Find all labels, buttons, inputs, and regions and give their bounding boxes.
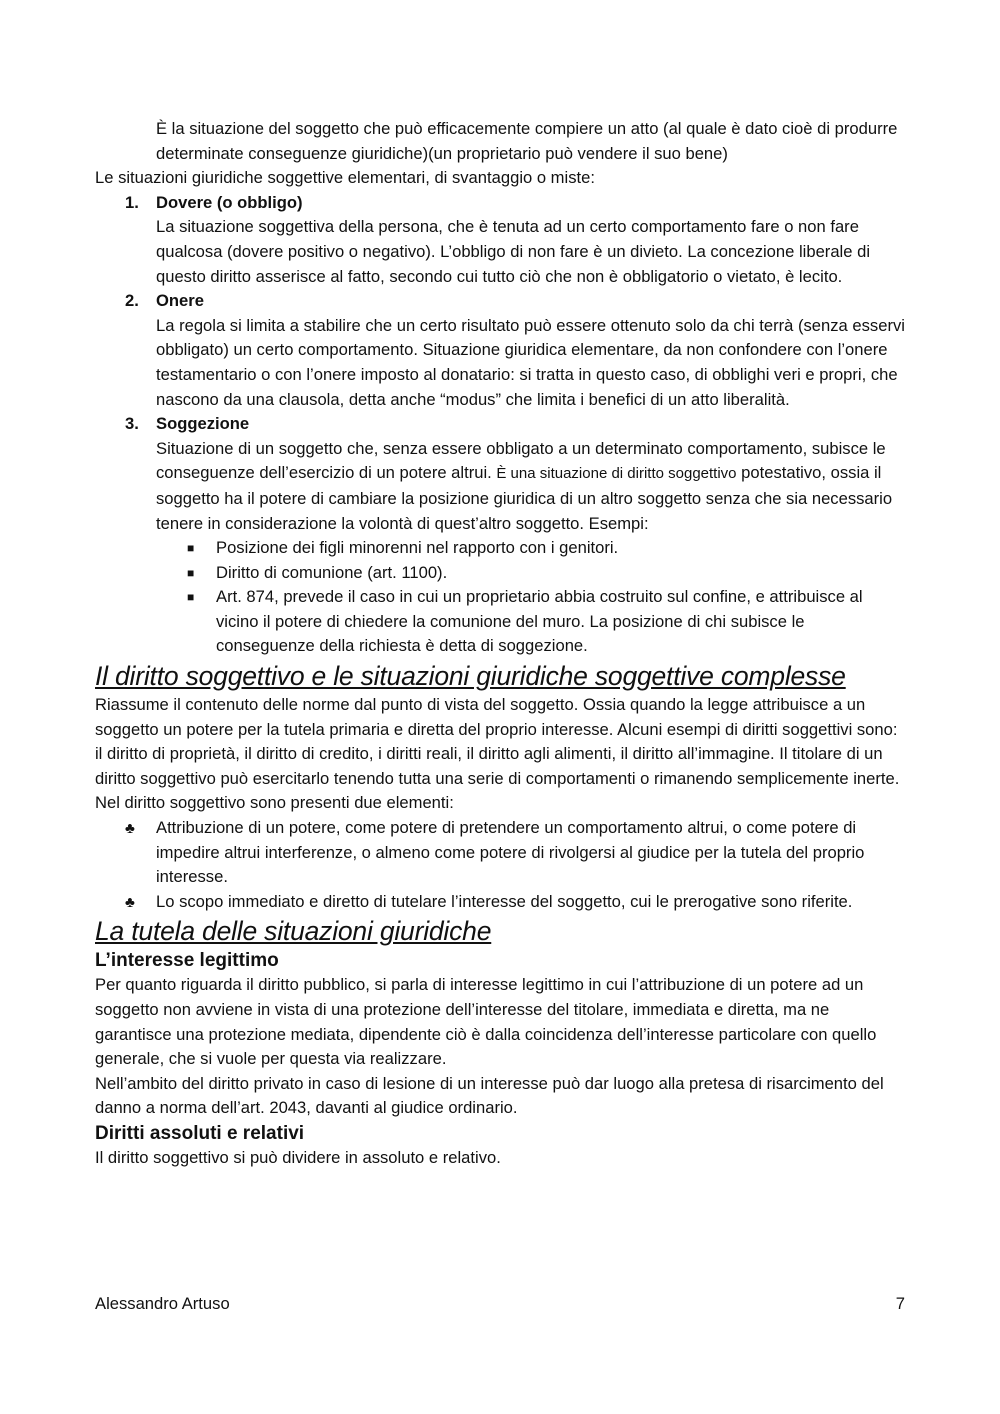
- page-footer: [95, 1292, 905, 1317]
- list-item-title: Onere: [156, 291, 204, 311]
- list-item-text-small: È una situazione di diritto soggettivo: [496, 465, 737, 483]
- list-item-onere: [95, 289, 905, 412]
- elements-list: [95, 816, 905, 914]
- example-item: [187, 536, 905, 561]
- paragraph: Nell’ambito del diritto privato in caso di lesione di un interesse può dar luogo alla pretesa di risarcimento del danno a norma dell’art. 2043, davanti al giudice ordinario.: [95, 1073, 884, 1118]
- club-bullet-icon: ♣: [125, 820, 135, 838]
- list-item-text: [156, 437, 905, 536]
- element-item: [125, 816, 905, 890]
- list-item-text-part: Situazione di un soggetto che, senza essere obbligato a un determinato comportamento, subisce le conseguenze dell’esercizio di un potere altrui.: [156, 438, 886, 483]
- numbered-list: [95, 191, 905, 536]
- square-bullet-icon: ■: [187, 590, 195, 605]
- list-item-soggezione: [95, 412, 905, 536]
- section-heading-tutela: La tutela delle situazioni giuridiche: [95, 916, 492, 947]
- section-body: Riassume il contenuto delle norme dal punto di vista del soggetto. Ossia quando la legge attribuisce a un soggetto un potere per la tutela primaria e diretta del proprio interesse. Alcuni esempi di diritti soggettivi sono: il diritto di proprietà, il diritto di credito, i diritti reali, il diritto agli alimenti, il diritto all’immagine. Il titolare di un diritto soggettivo può esercitarlo tenendo tutta una serie di comportamenti o rimanendo semplicemente inerte. Nel diritto soggettivo sono presenti due elementi:: [95, 695, 900, 813]
- list-item-text: La situazione soggettiva della persona, che è tenuta ad un certo comportamento fare o non fare qualcosa (dovere positivo o negativo). L’obbligo di non fare è un divieto. La concezione liberale di questo diritto asserisce al fatto, secondo cui tutto ciò che non è obbligatorio o vietato, è lecito.: [156, 217, 871, 286]
- subheading-diritti-assoluti: Diritti assoluti e relativi: [95, 1122, 305, 1144]
- list-item-title: Dovere (o obbligo): [156, 192, 303, 212]
- element-text: Lo scopo immediato e diretto di tutelare l’interesse del soggetto, cui le prerogative sono riferite.: [156, 891, 853, 911]
- paragraph: Per quanto riguarda il diritto pubblico, si parla di interesse legittimo in cui l’attribuzione di un potere ad un soggetto non avviene in vista di una protezione dell’interesse del titolare, immediata e diretta, ma ne garantisce una protezione mediata, dipendente ciò è dalla coincidenza dell’interesse particolare con quello generale, che si vuole per questa via realizzare.: [95, 975, 877, 1069]
- intro-lead: Le situazioni giuridiche soggettive elementari, di svantaggio o miste:: [95, 168, 595, 188]
- element-text: Attribuzione di un potere, come potere di pretendere un comportamento altrui, o come potere di impedire altrui interferenze, o almeno come potere di rivolgersi al giudice per la tutela del proprio interesse.: [156, 818, 865, 887]
- list-number: 3.: [125, 414, 139, 434]
- intro-continuation: È la situazione del soggetto che può efficacemente compiere un atto (al quale è dato cioè di produrre determinate conseguenze giuridiche)(un proprietario può vendere il suo bene): [156, 119, 898, 163]
- list-item-text: La regola si limita a stabilire che un certo risultato può essere ottenuto solo da chi terrà (senza esservi obbligato) un certo comportamento. Situazione giuridica elementare, da non confondere con l’onere testamentario o con l’onere imposto al donatario: si tratta in questo caso, di obblighi veri e propri, che nascono da una clausola, detta anche “modus” che limita i benefici di un atto liberalità.: [156, 315, 905, 409]
- element-item: [125, 890, 905, 915]
- page-number: 7: [895, 1294, 905, 1313]
- footer-author: Alessandro Artuso: [95, 1294, 230, 1313]
- list-item-dovere: [95, 191, 905, 289]
- section-heading-diritto-soggettivo: Il diritto soggettivo e le situazioni giuridiche soggettive complesse: [95, 661, 846, 692]
- example-text: Posizione dei figli minorenni nel rapporto con i genitori.: [216, 538, 619, 558]
- subheading-interesse-legittimo: L’interesse legittimo: [95, 950, 279, 972]
- list-item-title: Soggezione: [156, 414, 250, 434]
- example-item: [187, 585, 905, 659]
- examples-list: [95, 536, 905, 659]
- list-number: 2.: [125, 291, 139, 311]
- example-text: Art. 874, prevede il caso in cui un proprietario abbia costruito sul confine, e attribuisce al vicino il potere di chiedere la comunione del muro. La posizione di chi subisce le conseguenze della richiesta è detta di soggezione.: [216, 587, 863, 656]
- paragraph: Il diritto soggettivo si può dividere in assoluto e relativo.: [95, 1147, 501, 1167]
- example-text: Diritto di comunione (art. 1100).: [216, 562, 448, 582]
- list-number: 1.: [125, 192, 139, 212]
- club-bullet-icon: ♣: [125, 893, 135, 911]
- list-item-text-part: potestativo, ossia il soggetto ha il potere di cambiare la posizione giuridica di un altro soggetto senza che sia necessario tenere in considerazione la volontà di quest’altro soggetto. Esempi:: [156, 463, 893, 533]
- example-item: [187, 561, 905, 586]
- square-bullet-icon: ■: [187, 565, 195, 580]
- page-content: [95, 117, 905, 1171]
- square-bullet-icon: ■: [187, 541, 195, 556]
